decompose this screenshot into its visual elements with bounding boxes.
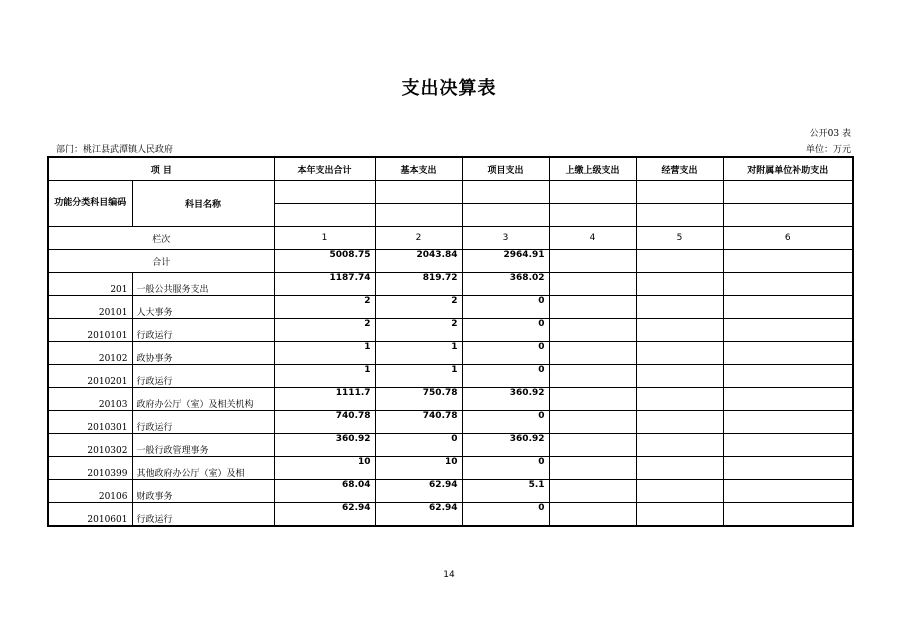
row-value (636, 319, 723, 342)
blank-cell (549, 181, 636, 204)
row-name: 行政运行 (132, 319, 274, 342)
col-index: 5 (636, 227, 723, 250)
row-value: 10 (274, 457, 375, 480)
row-value: 0 (462, 365, 549, 388)
row-name: 政协事务 (132, 342, 274, 365)
row-value (723, 365, 853, 388)
row-value (549, 273, 636, 296)
blank-cell (274, 181, 375, 204)
lanci-row (48, 227, 853, 250)
row-value: 62.94 (274, 503, 375, 527)
row-value (549, 480, 636, 503)
col-header: 经营支出 (636, 157, 723, 181)
row-name: 行政运行 (132, 411, 274, 434)
blank-cell (274, 204, 375, 227)
row-code: 20106 (48, 480, 132, 503)
total-value: 2043.84 (375, 250, 462, 273)
row-code: 2010601 (48, 503, 132, 527)
row-value (723, 411, 853, 434)
row-code: 2010301 (48, 411, 132, 434)
row-value (549, 296, 636, 319)
table-row (48, 273, 853, 296)
row-value (723, 480, 853, 503)
row-value: 68.04 (274, 480, 375, 503)
col-index: 2 (375, 227, 462, 250)
row-name: 人大事务 (132, 296, 274, 319)
row-value: 0 (375, 434, 462, 457)
row-value: 1 (375, 365, 462, 388)
row-value: 0 (462, 342, 549, 365)
row-value (549, 365, 636, 388)
row-code: 201 (48, 273, 132, 296)
row-value: 360.92 (462, 388, 549, 411)
row-value (549, 319, 636, 342)
row-code: 20103 (48, 388, 132, 411)
code-header: 功能分类科目编码 (48, 181, 132, 227)
table-row (48, 296, 853, 319)
department-label: 部门：桃江县武潭镇人民政府 (56, 145, 174, 155)
subheader-row (48, 181, 853, 204)
row-value (723, 388, 853, 411)
row-value: 368.02 (462, 273, 549, 296)
row-value (723, 319, 853, 342)
col-index: 6 (723, 227, 853, 250)
blank-cell (636, 181, 723, 204)
expenditure-table (47, 156, 854, 527)
row-value: 819.72 (375, 273, 462, 296)
col-index: 1 (274, 227, 375, 250)
table-row (48, 365, 853, 388)
row-value (636, 434, 723, 457)
header-row (48, 157, 853, 181)
row-value (636, 411, 723, 434)
col-header: 项目支出 (462, 157, 549, 181)
row-code: 2010101 (48, 319, 132, 342)
blank-cell (462, 181, 549, 204)
col-header: 对附属单位补助支出 (723, 157, 853, 181)
row-value: 740.78 (274, 411, 375, 434)
row-value: 62.94 (375, 503, 462, 527)
item-header: 项 目 (48, 157, 274, 181)
row-code: 2010399 (48, 457, 132, 480)
table-row (48, 411, 853, 434)
row-value (723, 457, 853, 480)
col-header: 基本支出 (375, 157, 462, 181)
row-value (636, 273, 723, 296)
blank-cell (723, 204, 853, 227)
row-value (723, 503, 853, 527)
row-value (636, 480, 723, 503)
row-value: 750.78 (375, 388, 462, 411)
unit-label: 单位：万元 (805, 145, 851, 155)
row-value: 10 (375, 457, 462, 480)
form-number: 公开03 表 (809, 129, 851, 139)
row-value: 2 (274, 319, 375, 342)
row-value (549, 457, 636, 480)
row-value: 0 (462, 296, 549, 319)
lanci-label: 栏次 (48, 227, 274, 250)
row-value: 0 (462, 319, 549, 342)
row-value: 740.78 (375, 411, 462, 434)
row-name: 财政事务 (132, 480, 274, 503)
row-name: 其他政府办公厅（室）及相 (132, 457, 274, 480)
blank-cell (375, 204, 462, 227)
row-value (723, 296, 853, 319)
col-header: 上缴上级支出 (549, 157, 636, 181)
total-label: 合计 (48, 250, 274, 273)
blank-cell (375, 181, 462, 204)
row-value: 1187.74 (274, 273, 375, 296)
row-value: 2 (375, 296, 462, 319)
row-code: 2010201 (48, 365, 132, 388)
name-header: 科目名称 (132, 181, 274, 227)
row-value (723, 342, 853, 365)
row-name: 政府办公厅（室）及相关机构 (132, 388, 274, 411)
table-row (48, 342, 853, 365)
row-name: 行政运行 (132, 365, 274, 388)
row-value (549, 342, 636, 365)
row-value: 0 (462, 503, 549, 527)
row-code: 20101 (48, 296, 132, 319)
row-value: 360.92 (462, 434, 549, 457)
row-value: 1111.7 (274, 388, 375, 411)
blank-cell (462, 204, 549, 227)
row-value (549, 503, 636, 527)
table-row (48, 457, 853, 480)
row-name: 一般公共服务支出 (132, 273, 274, 296)
row-value (636, 503, 723, 527)
row-value (636, 457, 723, 480)
blank-cell (549, 204, 636, 227)
row-value (636, 388, 723, 411)
row-value (549, 434, 636, 457)
total-value (636, 250, 723, 273)
row-value (636, 365, 723, 388)
total-value (723, 250, 853, 273)
row-name: 一般行政管理事务 (132, 434, 274, 457)
table-row (48, 434, 853, 457)
table-row (48, 319, 853, 342)
row-value: 1 (274, 365, 375, 388)
page-title: 支出决算表 (401, 78, 497, 99)
blank-cell (723, 181, 853, 204)
row-value (549, 388, 636, 411)
row-value (723, 434, 853, 457)
row-value (549, 411, 636, 434)
row-value: 0 (462, 411, 549, 434)
total-value: 2964.91 (462, 250, 549, 273)
col-index: 3 (462, 227, 549, 250)
row-value (723, 273, 853, 296)
page-number: 14 (443, 570, 455, 580)
row-value (636, 296, 723, 319)
total-row (48, 250, 853, 273)
table-row (48, 480, 853, 503)
row-value: 2 (274, 296, 375, 319)
row-value: 1 (375, 342, 462, 365)
total-value (549, 250, 636, 273)
table-row (48, 388, 853, 411)
col-index: 4 (549, 227, 636, 250)
row-value: 0 (462, 457, 549, 480)
row-code: 20102 (48, 342, 132, 365)
row-value: 62.94 (375, 480, 462, 503)
table-row (48, 503, 853, 527)
col-header: 本年支出合计 (274, 157, 375, 181)
total-value: 5008.75 (274, 250, 375, 273)
row-value: 360.92 (274, 434, 375, 457)
row-value (636, 342, 723, 365)
row-name: 行政运行 (132, 503, 274, 527)
row-value: 5.1 (462, 480, 549, 503)
blank-cell (636, 204, 723, 227)
row-value: 2 (375, 319, 462, 342)
row-value: 1 (274, 342, 375, 365)
row-code: 2010302 (48, 434, 132, 457)
